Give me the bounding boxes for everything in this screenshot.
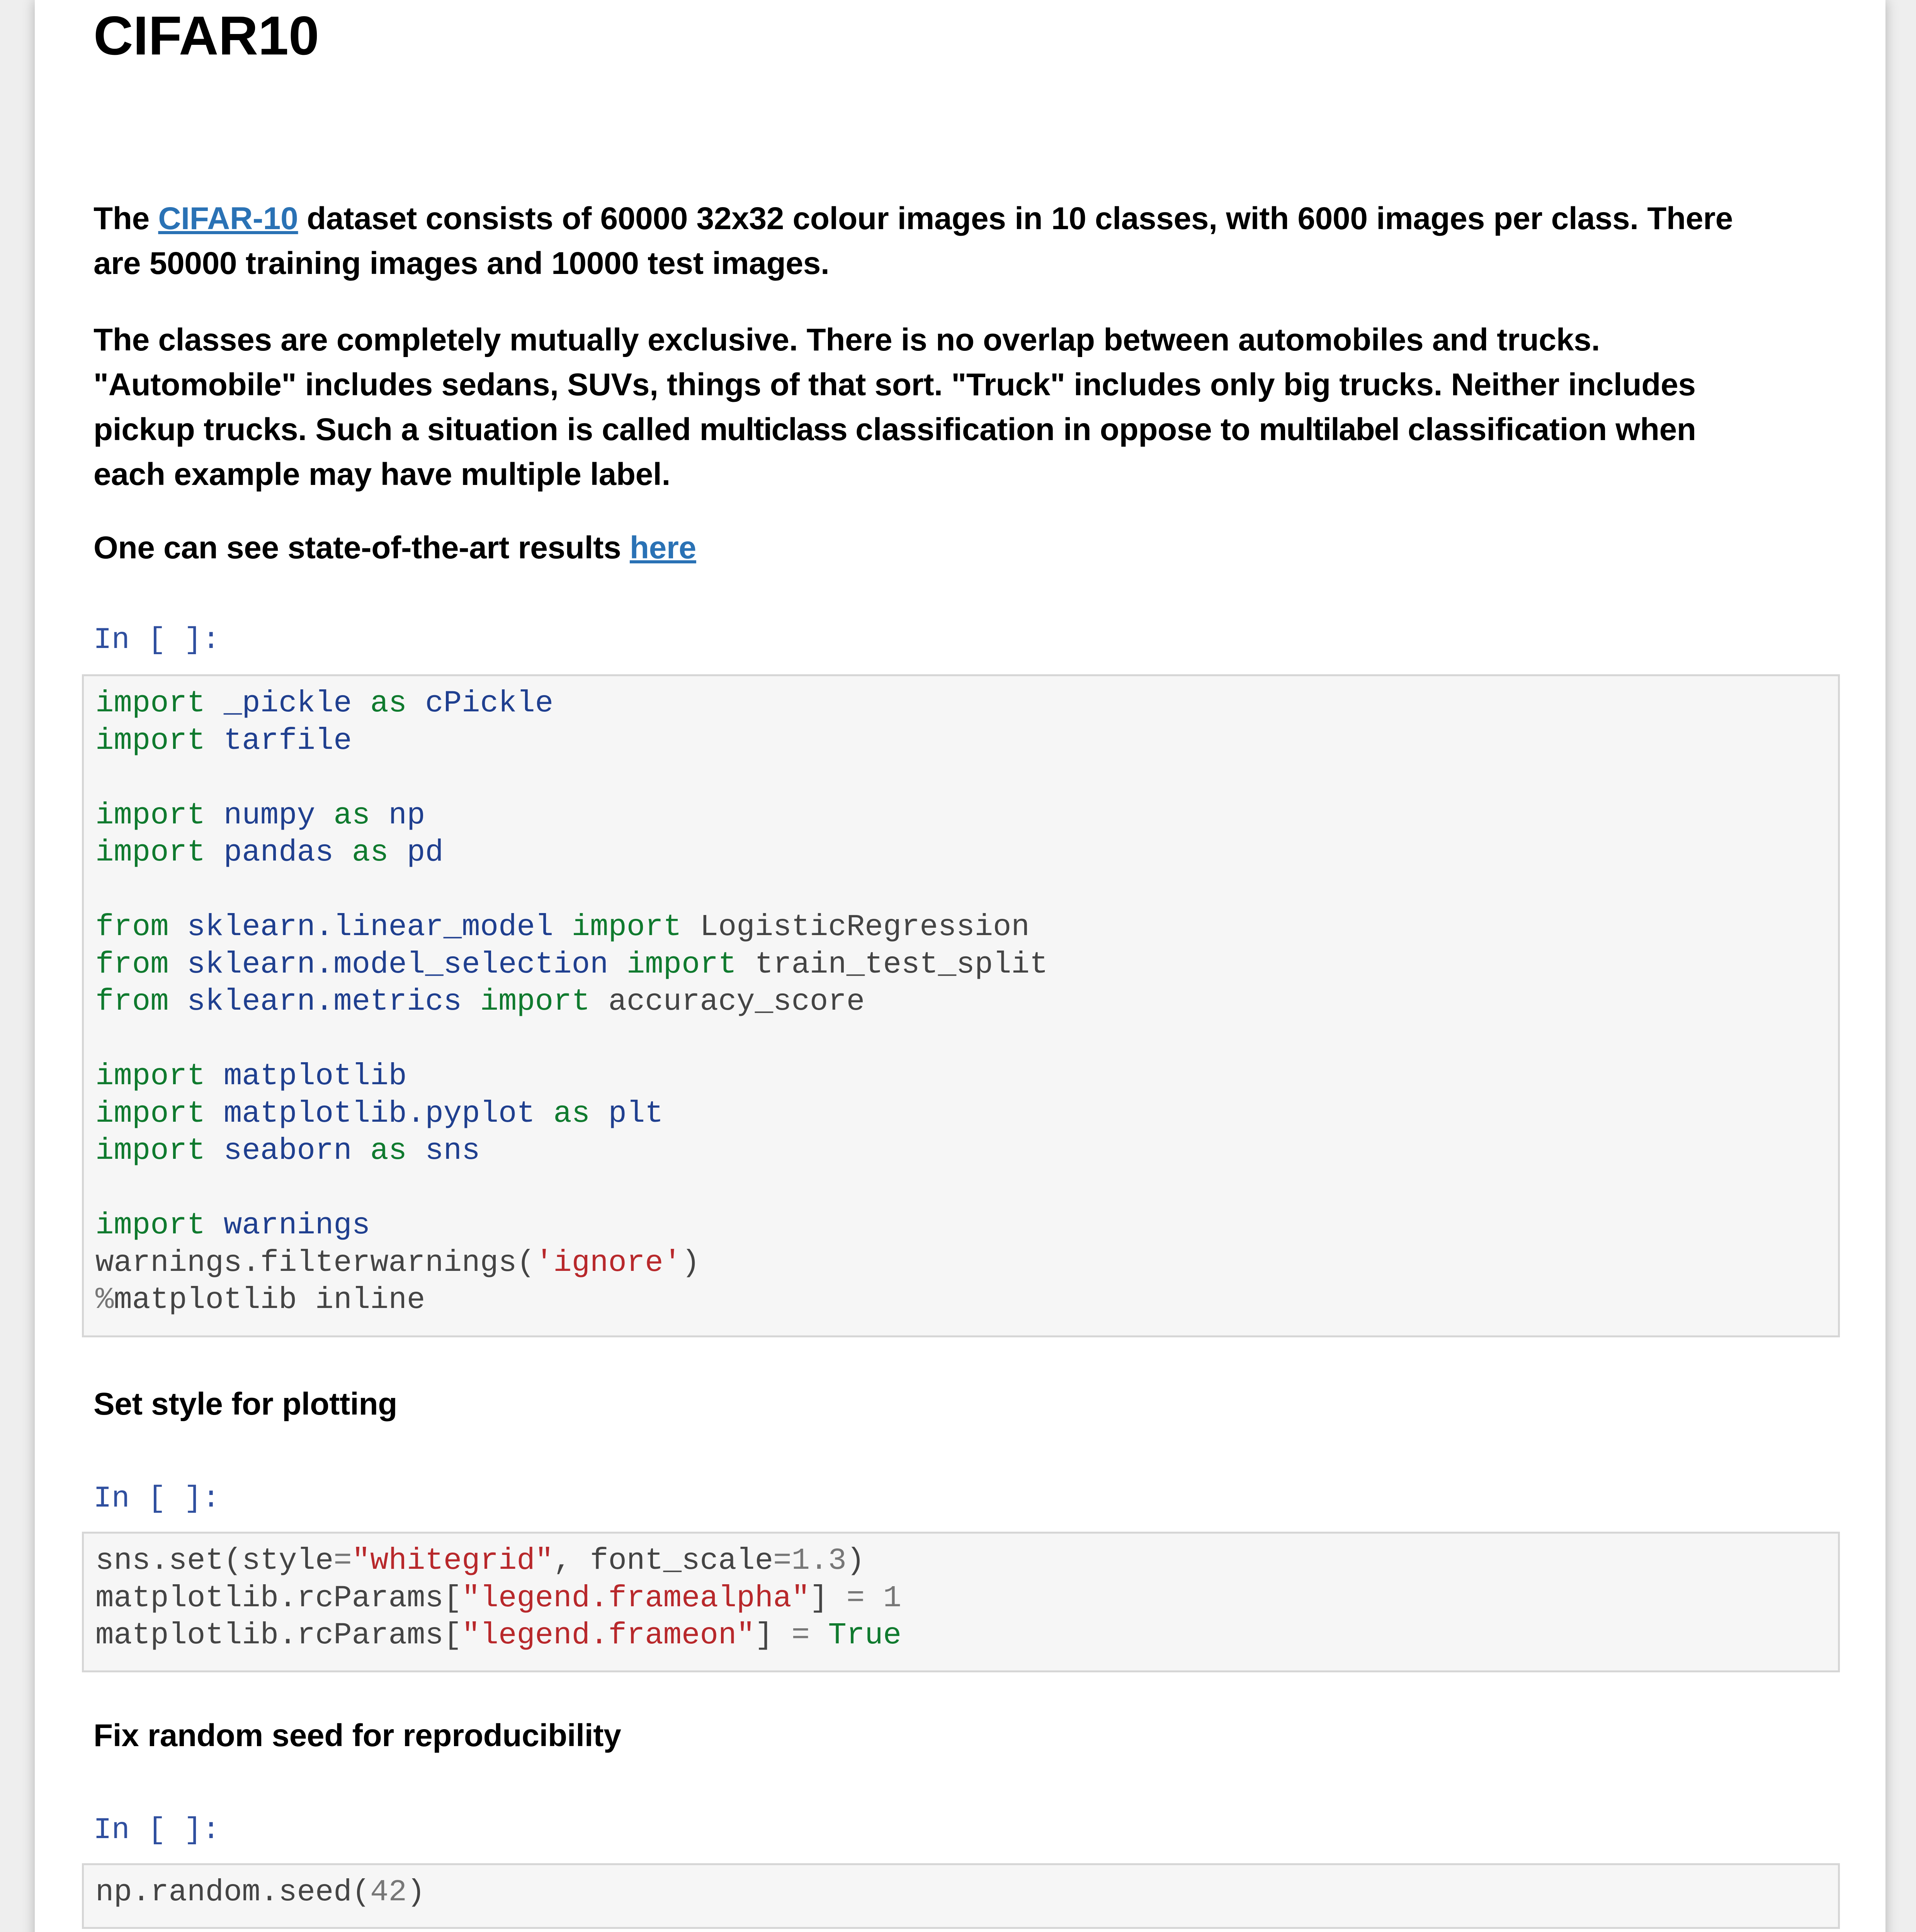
boolean-literal: True — [828, 1618, 901, 1653]
module: sklearn.metrics — [168, 984, 480, 1019]
text: One can see state-of-the-art results — [94, 530, 630, 565]
identifier: ) — [682, 1245, 700, 1280]
space — [865, 1581, 883, 1616]
text: dataset consists of 60000 32x32 colour images in 10 classes, with 6000 images per class. There — [298, 201, 1733, 236]
identifier: np.random.seed( — [95, 1875, 371, 1910]
text: The — [94, 201, 158, 236]
code-cell-seed[interactable] — [82, 1863, 1840, 1929]
keyword: as — [352, 835, 389, 870]
module: numpy — [205, 798, 334, 833]
module: matplotlib — [205, 1059, 407, 1094]
text: classification in oppose to — [847, 412, 1259, 447]
keyword: import — [95, 798, 206, 833]
module: sklearn.linear_model — [168, 910, 572, 944]
keyword: import — [95, 1096, 206, 1131]
code-text — [95, 1874, 1838, 1911]
intro-paragraph-3 — [94, 526, 696, 570]
cell-prompt: In [ ]: — [94, 1813, 220, 1847]
keyword: from — [95, 910, 169, 944]
identifier: , font_scale — [553, 1543, 774, 1578]
code-cell-imports[interactable] — [82, 674, 1840, 1337]
markdown-set-style: Set style for plotting — [94, 1386, 398, 1422]
keyword: as — [370, 1133, 407, 1168]
keyword: import — [626, 947, 737, 982]
string-literal: "legend.framealpha" — [462, 1580, 810, 1616]
keyword: as — [553, 1096, 590, 1131]
state-of-the-art-link[interactable]: here — [629, 530, 696, 565]
number-literal: 42 — [370, 1875, 407, 1910]
operator: = — [333, 1543, 352, 1578]
identifier: accuracy_score — [590, 984, 865, 1019]
module: pd — [388, 835, 444, 870]
module: matplotlib.pyplot — [205, 1096, 554, 1131]
string-literal: "legend.frameon" — [462, 1618, 755, 1653]
cell-prompt: In [ ]: — [94, 623, 220, 657]
module: cPickle — [406, 686, 554, 721]
module: sns — [406, 1133, 480, 1168]
module: pandas — [205, 835, 352, 870]
module: tarfile — [205, 723, 352, 758]
keyword: import — [480, 984, 590, 1019]
identifier: ] — [809, 1580, 847, 1616]
identifier: ) — [846, 1543, 865, 1578]
identifier: train_test_split — [736, 947, 1048, 982]
string-literal: "whitegrid" — [352, 1543, 554, 1578]
operator: = — [846, 1580, 865, 1616]
module: plt — [590, 1096, 663, 1131]
keyword: from — [95, 947, 169, 982]
identifier: ) — [406, 1875, 425, 1910]
keyword: as — [333, 798, 371, 833]
identifier: warnings.filterwarnings( — [95, 1245, 535, 1280]
identifier: ] — [755, 1618, 792, 1653]
module: _pickle — [205, 686, 371, 721]
identifier: sns.set(style — [95, 1543, 334, 1578]
cifar10-link[interactable]: CIFAR-10 — [158, 201, 298, 236]
text: each example may have multiple label. — [94, 457, 670, 492]
string-literal: 'ignore' — [535, 1245, 682, 1280]
text: are 50000 training images and 10000 test images. — [94, 246, 830, 281]
module: np — [370, 798, 425, 833]
keyword: as — [370, 686, 407, 721]
markdown-fix-seed: Fix random seed for reproducibility — [94, 1718, 621, 1753]
identifier: matplotlib.rcParams[ — [95, 1580, 462, 1616]
identifier: LogisticRegression — [682, 910, 1030, 944]
keyword: import — [95, 686, 206, 721]
page-title: CIFAR10 — [94, 5, 319, 66]
cell-prompt: In [ ]: — [94, 1482, 220, 1516]
module: sklearn.model_selection — [168, 947, 627, 982]
text: pickup trucks. Such a situation is called — [94, 412, 700, 447]
module: warnings — [205, 1208, 371, 1243]
keyword: import — [571, 910, 682, 944]
multiclass-term: multiclass — [699, 412, 847, 447]
identifier: matplotlib.rcParams[ — [95, 1618, 462, 1653]
keyword: import — [95, 1133, 206, 1168]
intro-paragraph-1 — [94, 196, 1733, 286]
multilabel-term: multilabel — [1259, 412, 1399, 447]
number-literal: 1.3 — [791, 1543, 847, 1578]
space — [810, 1618, 828, 1653]
text: The classes are completely mutually exclusive. There is no overlap between automobiles and trucks. — [94, 322, 1600, 357]
intro-paragraph-2 — [94, 318, 1696, 497]
number-literal: 1 — [883, 1580, 901, 1616]
code-text — [95, 1542, 1838, 1654]
operator: = — [773, 1543, 792, 1578]
module: seaborn — [205, 1133, 371, 1168]
text: classification when — [1399, 412, 1696, 447]
code-text — [95, 685, 1838, 1319]
keyword: import — [95, 723, 206, 758]
identifier: matplotlib inline — [114, 1282, 425, 1317]
keyword: import — [95, 835, 206, 870]
operator: = — [791, 1618, 810, 1653]
keyword: import — [95, 1208, 206, 1243]
operator: % — [95, 1282, 114, 1317]
keyword: import — [95, 1059, 206, 1094]
text: "Automobile" includes sedans, SUVs, things of that sort. "Truck" includes only big trucks. Neither includes — [94, 367, 1696, 402]
keyword: from — [95, 984, 169, 1019]
code-cell-style[interactable] — [82, 1532, 1840, 1672]
notebook-page — [35, 0, 1885, 1932]
